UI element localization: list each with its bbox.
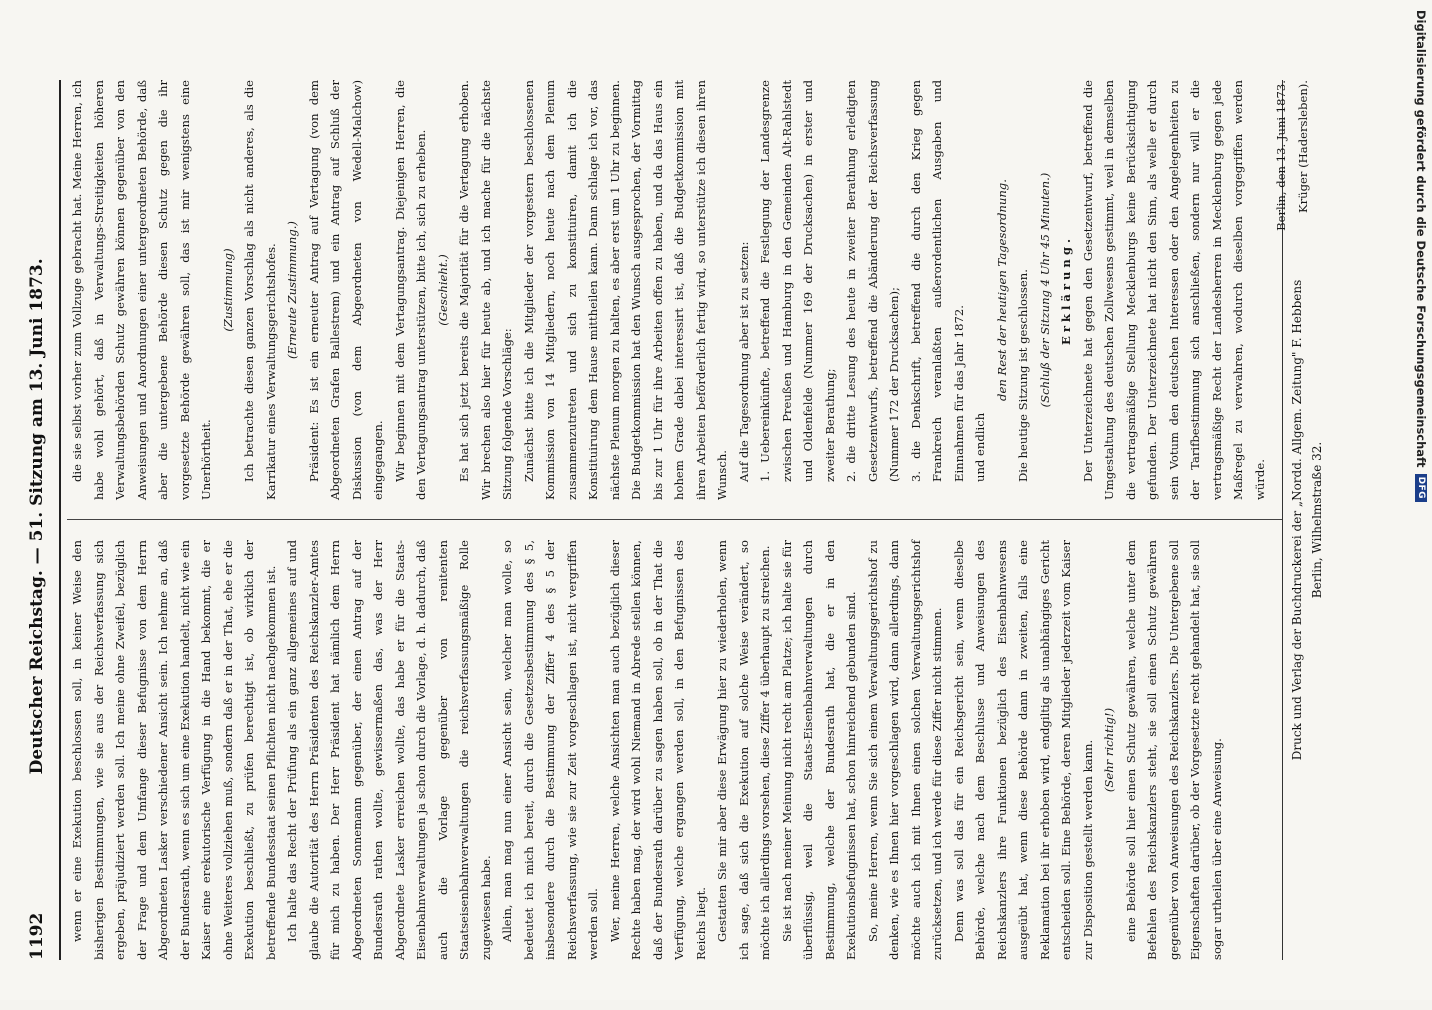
left-column-paragraph: (Sehr richtig!): [1102, 707, 1116, 793]
left-column-paragraph: Allein, man mag nun einer Ansicht sein, welcher man wolle, so bedeutet ich mich bereit, durch die Gesetzesbestimmung des § 5, insbesondere durch die Bestimmung der Ziffer 4 des § 5 der Reichsverfassung, wie sie zur Zeit vorgeschlagen ist, nicht vergriffen werden soll.: [500, 540, 600, 960]
right-column-paragraph: Auf die Tagesordnung aber ist zu setzen:: [736, 241, 751, 482]
right-column-paragraph: Zunächst bitte ich die Mitglieder der vorgestern beschlossenen Kommission von 14 Mitgliedern, noch heute nach dem Plenum zusammenzutreten und sich zu konstituiren, damit ich die Konstituirung dem Hause mittheilen kann. Dann schlage ich vor, das nächste Plenum morgen zu halten, es aber erst um 1 Uhr zu beginnen. Die Budgetkommission hat den Wunsch ausgesprochen, der Vormittag bis zur 1 Uhr für ihre Arbeiten offen zu haben, und da das Haus ein hohem Grade dabei interessirt ist, daß die Budgetkommission mit ihren Arbeiten beförderlich fertig wird, so unterstütze ich diesen ihren Wunsch.: [521, 80, 729, 500]
right-column-paragraph: (Geschieht.): [435, 254, 450, 326]
page-title: Deutscher Reichstag. — 51. Sitzung am 13. Juni 1873.: [27, 258, 47, 775]
right-column: [67, 80, 1310, 500]
right-column-paragraph: Wir beginnen mit dem Vertagungsantrag. Diejenigen Herren, die den Vertagungsantrag unterstützen, bitte ich, sich zu erheben.: [392, 80, 428, 500]
right-column-paragraph: Krüger (Hadersleben).: [1295, 80, 1310, 214]
left-column-paragraph: Wer, meine Herren, welche Ansichten man auch bezüglich dieser Rechte haben mag, der wird wohl Niemand in Abrede stellen können, daß der Bundesrath darüber zu sagen haben soll, ob in der That die Verfügung, welche ergangen werden soll, in den Befugnissen des Reichs liegt.: [607, 540, 708, 960]
right-column-paragraph: (Schluß der Sitzung 4 Uhr 45 Minuten.): [1037, 172, 1052, 408]
right-column-paragraph: Berlin, den 13. Juni 1873.: [1274, 80, 1288, 231]
left-column-paragraph: Ich halte das Recht der Prüfung als ein ganz allgemeines auf und glaube die Autorität des Herrn Präsidenten des Reichskanzler-Amtes für mich zu haben. Der Herr Präsident hat nämlich dem Herrn Abgeordneten Sonnemann gegenüber, der einen Antrag auf der Bundesrath rathen wollte, gewissermaßen das, was der Herr Abgeordnete Lasker erreichen wollte, das habe er für die Staats-Eisenbahnverwaltungen ja schon durch die Vorlage, d. h. dadurch, daß auch die Vorlage gegenüber von renitenten Staatseisenbahnverwaltungen die reichsverfassungsmäßige Rolle zugewiesen habe.: [285, 540, 493, 960]
right-column-paragraph: 2. die dritte Lesung des heute in zweiter Berathung erledigten Gesetzentwurfs, betreffend die Abänderung der Reichsverfassung (Nummer 172 der Drucksachen);: [844, 80, 901, 482]
left-column-paragraph: So, meine Herren, wenn Sie sich einem Verwaltungsgerichtshof zu denken, wie es Ihnen hier vorgeschlagen wird, dann allerdings, dann möchte auch ich mit Ihnen einen solchen Verwaltungsgerichtshof zurücksetzen, und ich werde für diese Ziffer nicht stimmen.: [865, 540, 944, 960]
page-header: [17, 80, 57, 960]
left-column-paragraph: Denn was soll das für ein Reichsgericht sein, wenn dieselbe Behörde, welche nach dem Beschlusse und Anweisungen des Reichskanzlers ihre Funktionen bezüglich des Eisenbahnwesens ausgeübt hat, wenn diese Behörde dann in zweiten, falls eine Reklamation bei ihr erhoben wird, endgiltig als unabhängiges Gericht entscheiden soll. Eine Behörde, deren Mitglieder jederzeit vom Kaiser zur Disposition gestellt werden kann.: [951, 540, 1095, 960]
right-column-paragraph: Präsident: Es ist ein erneuter Antrag auf Vertagung (von dem Abgeordneten Grafen Ballestrem) und ein Antrag auf Schluß der Diskussion (von dem Abgeordneten von Wedell-Malchow) eingegangen.: [306, 80, 385, 500]
column-divider: [67, 519, 1282, 520]
imprint-line-1: Druck und Verlag der Buchdruckerei der „Nordd. Allgem. Zeitung" F. Hebbens: [1290, 279, 1304, 761]
right-column-paragraph: Erklärung.: [1059, 235, 1073, 346]
left-column-paragraph: Sie ist nach meiner Meinung nicht recht am Platze; ich halte sie für überflüssig, weil die Staats-Eisenbahnverwaltungen durch Bestimmung, welche der Bundesrath hat, die er in den Exekutionsbefugnissen hat, schon hinreichend gebunden sind.: [779, 540, 858, 960]
right-column-paragraph: den Rest der heutigen Tagesordnung.: [994, 179, 1009, 401]
left-column-paragraph: eine Behörde soll hier einen Schutz gewähren, welche unter dem Befehlen des Reichskanzlers steht, sie soll einen Schutz gewähren gegenüber von Anweisungen des Reichskanzlers. Die Untergebene soll Eigenschaften darüber, ob der Vorgesetzte recht gehandelt hat, sie soll sogar urtheilen über eine Anweisung.: [1123, 540, 1224, 960]
right-column-paragraph: die sie selbst vorher zum Vollzuge gebracht hat. Meine Herren, ich habe wohl gehört, daß in Verwaltungs-Streitigkeiten höheren Verwaltungsbehörden Schutz gewähren können gegenüber von den Anweisungen und Anordnungen einer untergeordneten Behörde, daß aber die untergebene Behörde diesen Schutz gegen die ihr vorgesetzte Behörde gewähren soll, das ist mir wenigstens eine Unerhörtheit.: [70, 80, 213, 500]
right-column-paragraph: Es hat sich jetzt bereits die Majorität für die Vertagung erhoben. Wir brechen also hier für heute ab, und ich mache für die nächste Sitzung folgende Vorschläge:: [457, 80, 514, 500]
right-column-paragraph: und endlich: [973, 412, 987, 482]
header-rule: [59, 80, 61, 960]
right-column-paragraph: (Erneute Zustimmung.): [285, 221, 299, 359]
dfg-logo: DFG: [1415, 474, 1427, 503]
right-column-paragraph: Ich betrachte diesen ganzen Vorschlag als nicht anderes, als die Karrikatur eines Verwaltungsgerichtshofes.: [242, 80, 278, 500]
right-column-paragraph: Die heutige Sitzung ist geschlossen.: [1016, 269, 1030, 482]
imprint-line-2: Berlin, Wilhelmstraße 32.: [1310, 441, 1324, 599]
left-column-paragraph: wenn er eine Exekution beschlossen soll, in keiner Weise den bisherigen Bestimmungen, wie sie aus der Reichsverfassung sich ergeben, präjudiziert werden soll. Ich meine ohne Zweifel, bezüglich der Frage und dem Umfange dieser Befugnisse von dem Herrn Abgeordneten Lasker verschiedener Ansicht sein. Ich nehme an, daß der Bundesrath, wenn es sich um eine Exekution handelt, nicht wie ein Kaiser eine erekutorische Verfügung in die Hand bekommt, die er ohne Weiteres vollziehen muß, sondern daß er in der That, ehe er die Exekution beschließt, zu prüfen berechtigt ist, ob wirklich der betreffende Bundesstaat seinen Pflichten nicht nachgekommen ist.: [70, 540, 278, 960]
right-column-paragraph: 3. die Denkschrift, betreffend die durch den Krieg gegen Frankreich veranlaßten außerordentlichen Ausgaben und Einnahmen für das Jahr 1872.: [908, 80, 966, 482]
left-column: [67, 540, 1282, 960]
right-column-paragraph: 1. Uebereinkünfte, betreffend die Festlegung der Landesgrenze zwischen Preußen und Hamburg in den Gemeinden Alt-Rahlstedt und Oldenfelde (Nummer 169 der Drucksachen) in erster und zweiter Berathung;: [758, 80, 837, 482]
page-number: 1192: [27, 912, 47, 960]
credit-text: Digitalisierung gefördert durch die Deutsche Forschungsgemeinschaft: [1414, 10, 1428, 468]
left-column-paragraph: Gestatten Sie mir aber diese Erwägung hier zu wiederholen, wenn ich sage, daß sich die Exekution auf solche Weise verändert, so möchte ich allerdings vorsehen, diese Ziffer 4 überhaupt zu streichen.: [715, 540, 772, 960]
right-column-paragraph: Der Unterzeichnete hat gegen den Gesetzentwurf, betreffend die Umgestaltung des deutschen Zollwesens gestimmt, weil in demselben die vertragsmäßige Stellung Mecklenburgs keine Berücksichtigung gefunden. Der Unterzeichnete hat nicht den Sinn, als welle er durch sein Votum den deutschen Interessen oder den Angelegenheiten zu der Tarifbestimmung sich anschließen, sondern nur will er die vertragsmäßige Recht der Landesherren in Mecklenburg gegen jede Maßregel zu verwahren, wodurch dieselben vorgegriffen werden würde.: [1080, 80, 1267, 500]
right-column-paragraph: (Zustimmung): [220, 248, 235, 332]
digitization-credit: [1410, 0, 1432, 1010]
